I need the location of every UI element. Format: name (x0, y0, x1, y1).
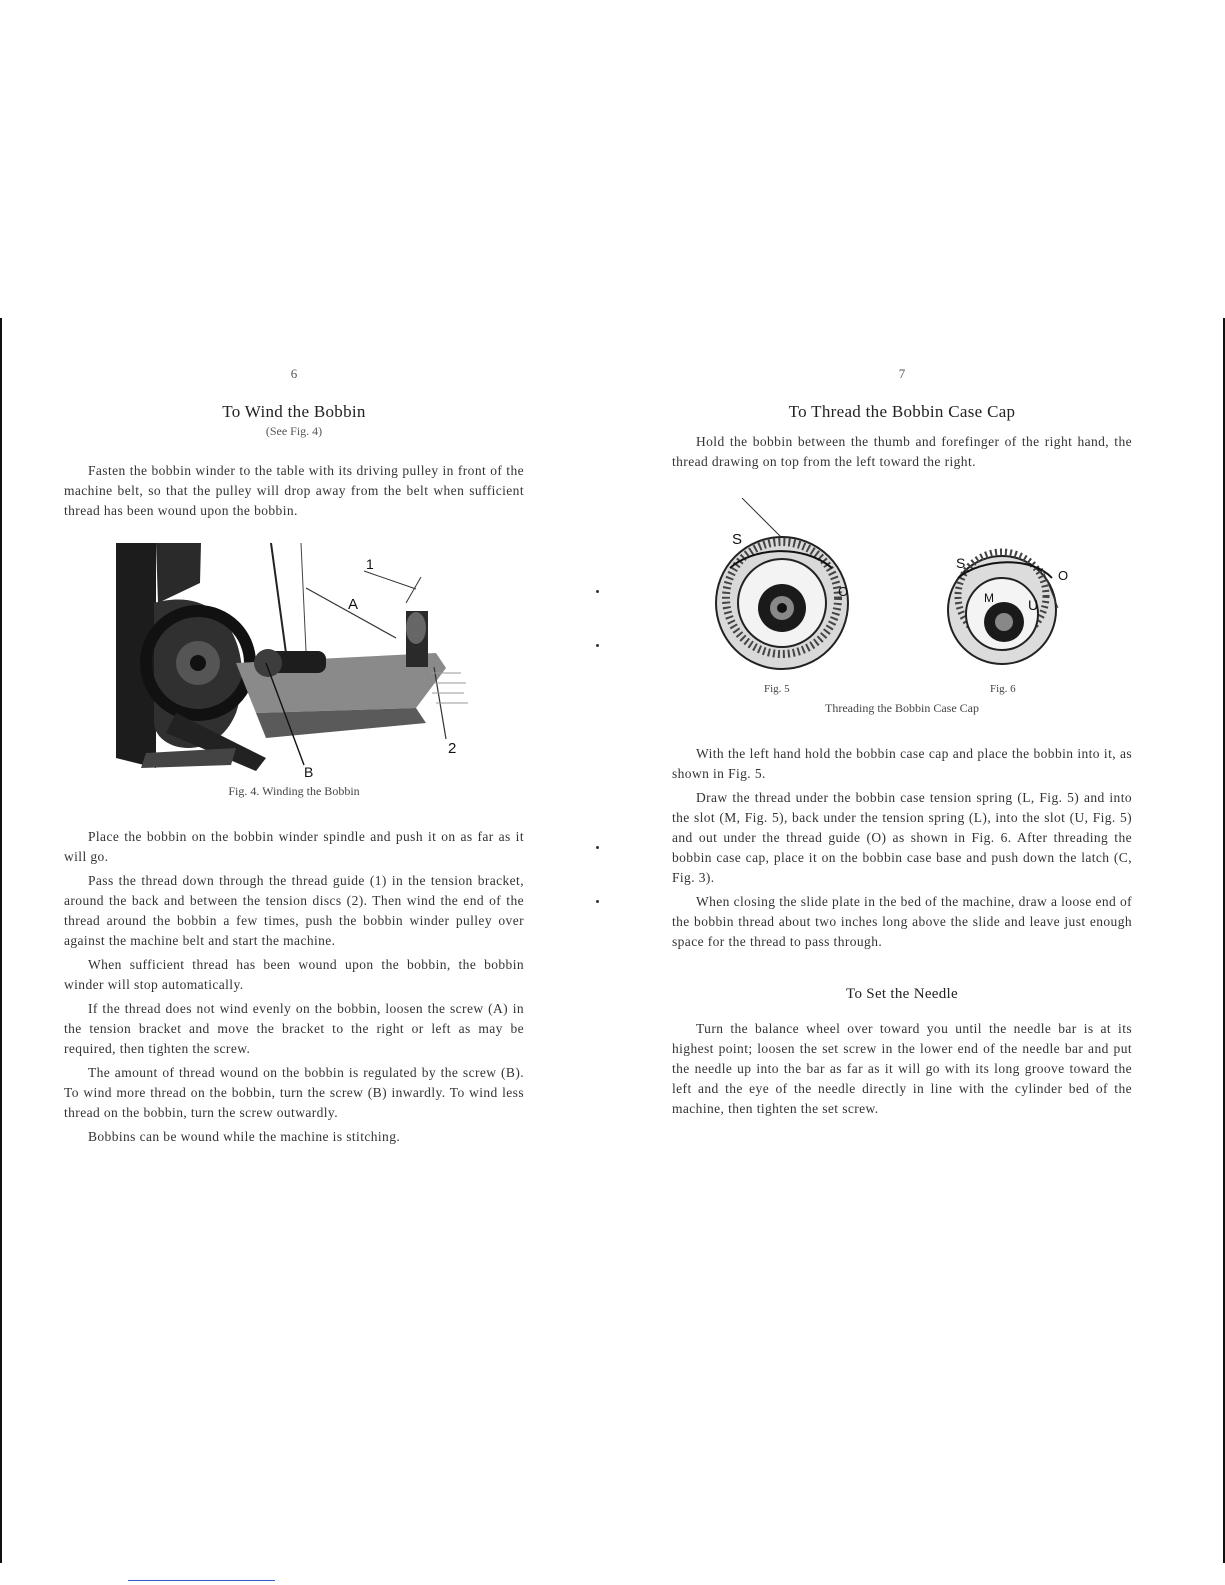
figure-caption: Threading the Bobbin Case Cap (825, 701, 979, 715)
figure-label-s: S (732, 531, 743, 548)
body-paragraph: With the left hand hold the bobbin case cap and place the bobbin into it, as shown in Fig. 5. (672, 746, 1132, 781)
body-paragraph: When closing the slide plate in the bed of the machine, draw a loose end of the bobbin thread about two inches long above the slide and leave just enough space for the thread to pass through. (672, 894, 1132, 949)
section-title: To Wind the Bobbin (222, 402, 366, 421)
gutter-mark (596, 900, 599, 903)
figure-label-1: 1 (366, 556, 374, 572)
fig6-label: Fig. 6 (990, 683, 1016, 695)
body-paragraph: Pass the thread down through the thread guide (1) in the tension bracket, around the back and between the tension discs (2). Then wind the end of the thread around the bobbin a few times, push the bobbin winder pulley over against the machine belt and start the machine. (64, 873, 524, 948)
body-paragraph: When sufficient thread has been wound upon the bobbin, the bobbin winder will stop automatically. (64, 957, 524, 992)
scan-left-edge (0, 318, 2, 1563)
intro-paragraph: Hold the bobbin between the thumb and forefinger of the right hand, the thread drawing on top from the left toward the right. (672, 434, 1132, 469)
page-number: 7 (898, 366, 906, 381)
figure-label-m: M (984, 591, 994, 605)
figure-bobbin-case-cap (712, 498, 1092, 683)
figure-labels-row (672, 683, 1132, 701)
section-subtitle: (See Fig. 4) (265, 424, 323, 438)
body-paragraph: If the thread does not wind evenly on the bobbin, loosen the screw (A) in the tension bracket and move the bracket to the right or left as may be required, then tighten the screw. (64, 1001, 524, 1056)
figure-winding-bobbin (116, 543, 472, 778)
figure-label-o: O (1058, 568, 1069, 583)
gutter-mark (596, 590, 599, 593)
left-page (64, 360, 524, 1147)
bobbin-case-illustration (712, 498, 1092, 683)
intro-paragraph: Fasten the bobbin winder to the table with its driving pulley in front of the machine belt, so that the pulley will drop away from the belt when sufficient thread has been wound upon the bobbin. (64, 463, 524, 518)
section-title: To Set the Needle (846, 986, 958, 1002)
bobbin-winder-illustration (116, 543, 472, 778)
section-title: To Thread the Bobbin Case Cap (788, 402, 1016, 421)
body-paragraph: Turn the balance wheel over toward you until the needle bar is at its highest point; loosen the set screw in the lower end of the needle bar and put the needle up into the bar as far as it will go with its long groove toward the left and the eye of the needle directly in line with the cylinder bed of the machine, then tighten the set screw. (672, 1021, 1132, 1116)
fig5-label: Fig. 5 (764, 683, 790, 695)
right-page (672, 360, 1132, 1119)
gutter-mark (596, 644, 599, 647)
figure-label-o: O (838, 584, 849, 599)
gutter-mark (596, 846, 599, 849)
figure-label-b: B (304, 764, 314, 778)
body-paragraph: Place the bobbin on the bobbin winder spindle and push it on as far as it will go. (64, 829, 524, 864)
page-number: 6 (290, 366, 298, 381)
figure-label-a: A (348, 596, 359, 613)
figure-label-s: S (956, 555, 966, 571)
figure-label-2: 2 (448, 740, 457, 757)
figure-label-u: U (1028, 597, 1039, 613)
scan-bottom-line (128, 1580, 275, 1581)
body-paragraph: Draw the thread under the bobbin case tension spring (L, Fig. 5) and into the slot (M, Fig. 5), back under the tension spring (L), into the slot (U, Fig. 5) and out under the thread guide (O) as shown in Fig. 6. After threading the bobbin case cap, place it on the bobbin case base and push down the latch (C, Fig. 3). (672, 790, 1132, 885)
body-paragraph: The amount of thread wound on the bobbin is regulated by the screw (B). To wind more thread on the bobbin, turn the screw (B) inwardly. To wind less thread on the bobbin, turn the screw outwardly. (64, 1065, 524, 1120)
figure-caption: Fig. 4. Winding the Bobbin (228, 784, 360, 798)
body-paragraph: Bobbins can be wound while the machine is stitching. (88, 1129, 401, 1144)
